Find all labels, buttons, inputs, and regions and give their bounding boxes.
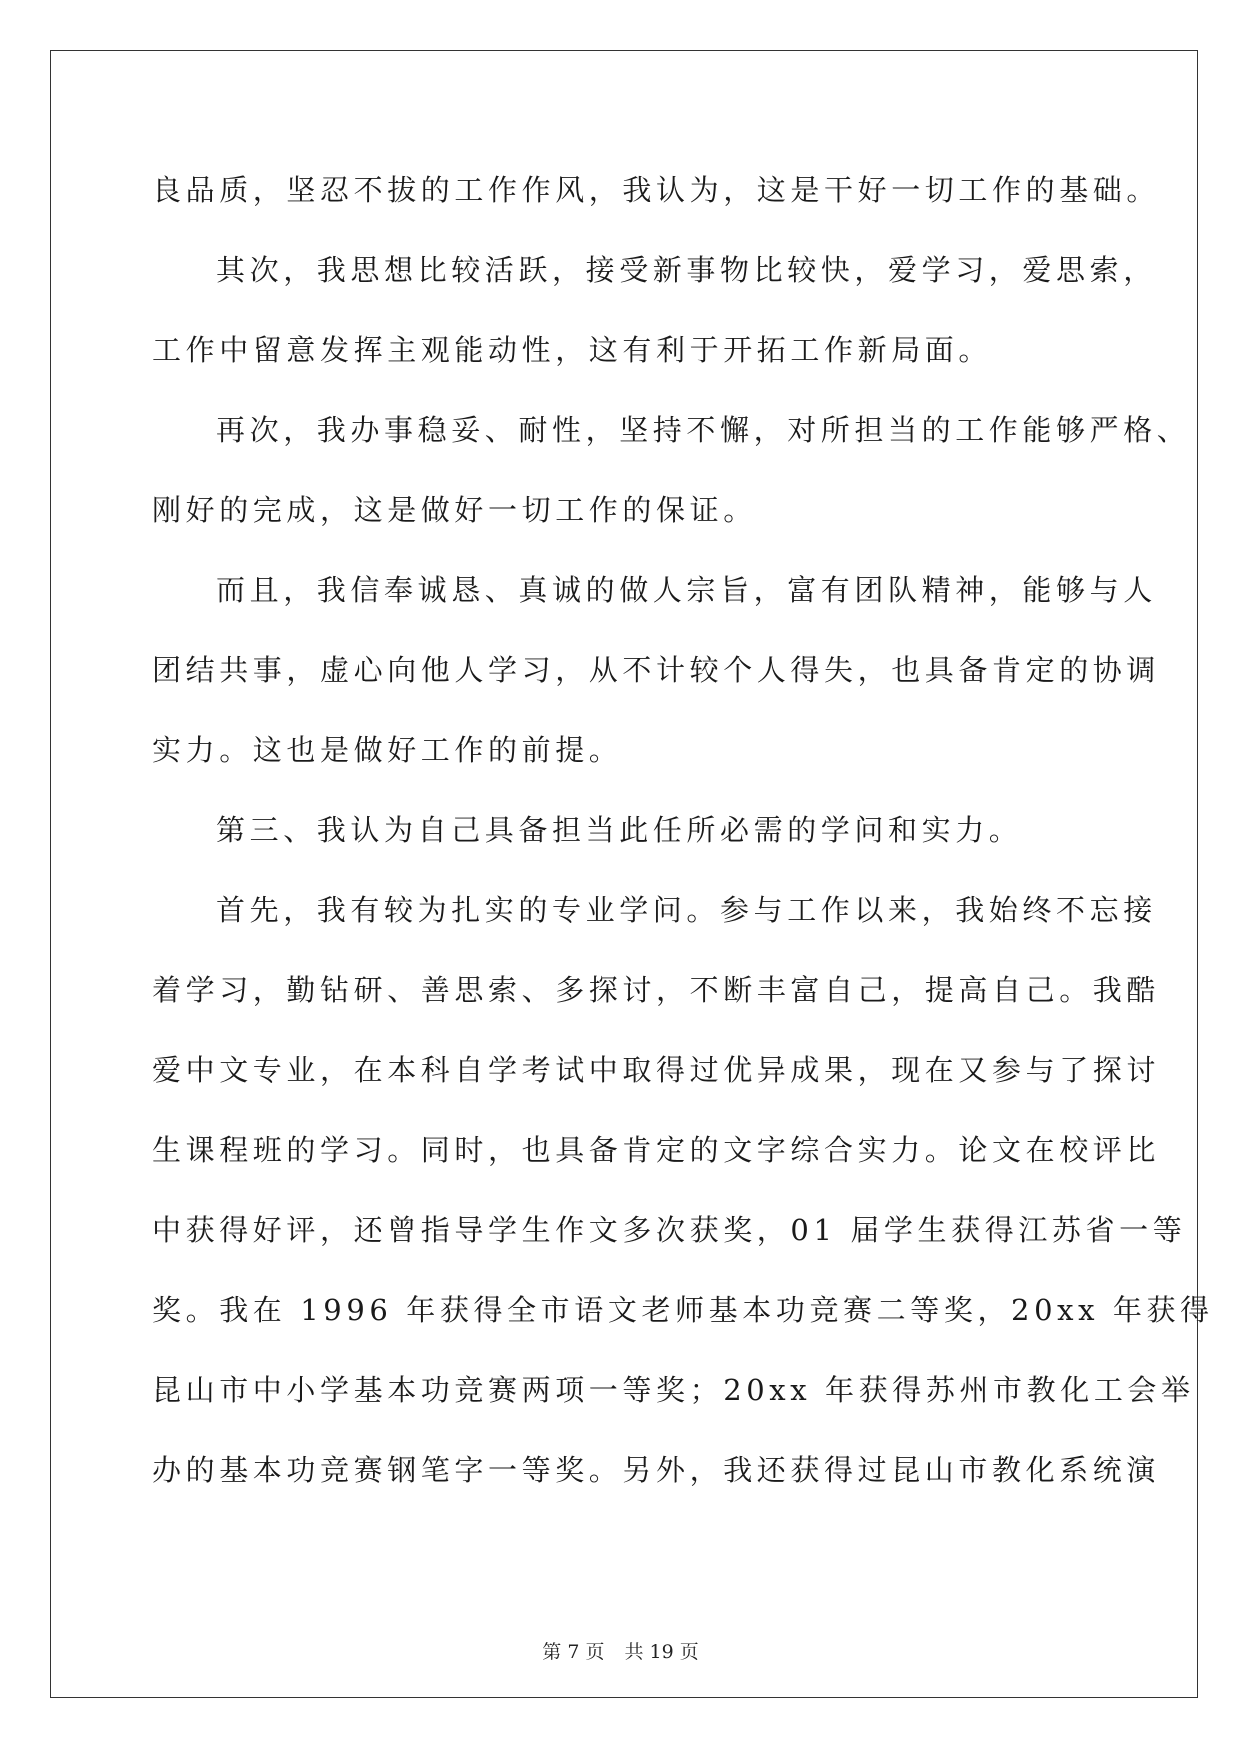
text-line: 爱中文专业，在本科自学考试中取得过优异成果，现在又参与了探讨 [152,1053,1161,1087]
text-line: 工作中留意发挥主观能动性，这有利于开拓工作新局面。 [152,333,993,367]
text-line: 办的基本功竞赛钢笔字一等奖。另外，我还获得过昆山市教化系统演 [152,1453,1161,1487]
text-line: 其次，我思想比较活跃，接受新事物比较快，爱学习，爱思索， [216,253,1157,287]
text-line: 奖。我在 1996 年获得全市语文老师基本功竞赛二等奖，20xx 年获得 [152,1293,1214,1327]
text-line: 着学习，勤钻研、善思索、多探讨，不断丰富自己，提高自己。我酷 [152,973,1161,1007]
text-line: 实力。这也是做好工作的前提。 [152,733,623,767]
text-line: 昆山市中小学基本功竞赛两项一等奖；20xx 年获得苏州市教化工会举 [152,1373,1195,1407]
text-line: 良品质，坚忍不拔的工作作风，我认为，这是干好一切工作的基础。 [152,173,1161,207]
text-line: 团结共事，虚心向他人学习，从不计较个人得失，也具备肯定的协调 [152,653,1161,687]
text-line: 中获得好评，还曾指导学生作文多次获奖，01 届学生获得江苏省一等 [152,1213,1187,1247]
document-body [152,168,1214,1528]
page-total: 共 19 页 [624,1641,699,1663]
page-number: 第 7 页 [542,1641,605,1663]
page-footer [0,1640,1241,1664]
text-line: 第三、我认为自己具备担当此任所必需的学问和实力。 [216,813,1023,847]
text-line: 刚好的完成，这是做好一切工作的保证。 [152,493,757,527]
text-line: 再次，我办事稳妥、耐性，坚持不懈，对所担当的工作能够严格、 [216,413,1191,447]
text-line: 而且，我信奉诚恳、真诚的做人宗旨，富有团队精神，能够与人 [216,573,1157,607]
text-line: 生课程班的学习。同时，也具备肯定的文字综合实力。论文在校评比 [152,1133,1161,1167]
text-line: 首先，我有较为扎实的专业学问。参与工作以来，我始终不忘接 [216,893,1157,927]
